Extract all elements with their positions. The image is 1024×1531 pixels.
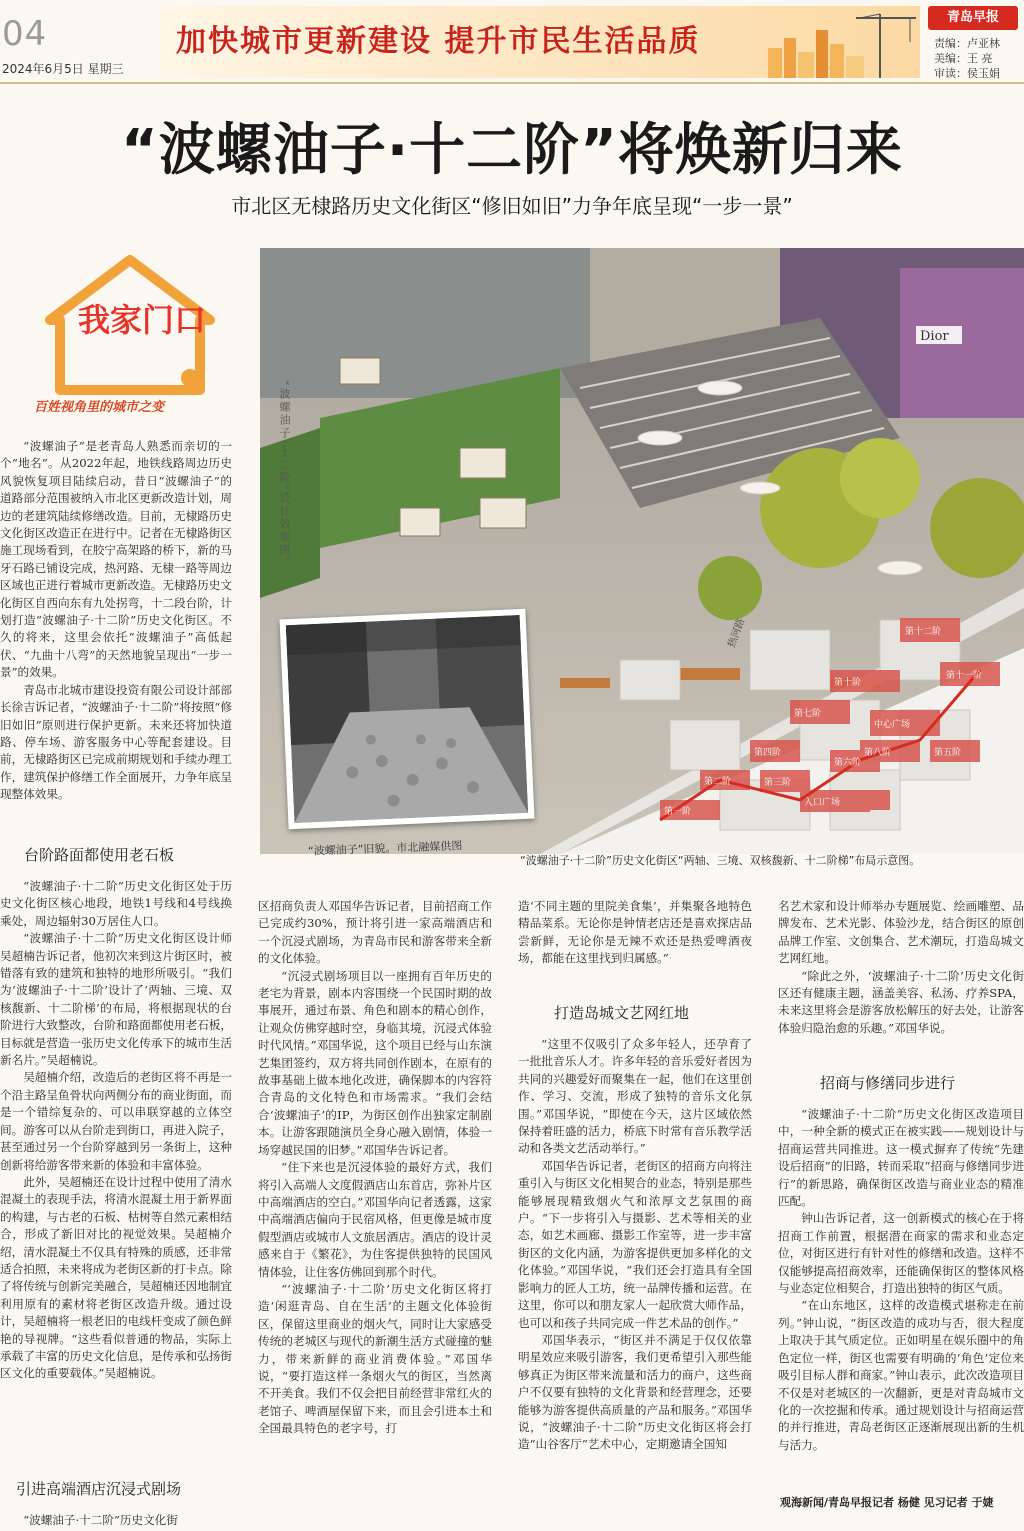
subheading-investment: 招商与修缮同步进行 bbox=[820, 1074, 956, 1092]
old-photo-illustration bbox=[286, 615, 528, 823]
map-street-rehe: 热河路 bbox=[726, 617, 748, 650]
paragraph: 区招商负责人邓国华告诉记者，目前招商工作已完成约30%，预计将引进一家高端酒店和一个沉浸式剧场，为青岛市民和游客带来全新的文化体验。 bbox=[258, 899, 492, 966]
article-headline: “波螺油子·十二阶”将焕新归来 bbox=[121, 118, 903, 183]
map-label-4: 第四阶 bbox=[754, 748, 782, 758]
paragraph: “住下来也是沉浸体验的最好方式，我们将引入高端人文度假酒店山东首店，弥补片区中高端酒店的空白。”邓国华向记者透露，这家中高端酒店偏向于民宿风格，但更像是城市度假型酒店或城市人文旅居酒店。酒店的设计灵感来自于《繁花》，为住客提供独特的民国风情体验，让住客仿佛回到那个时代。 bbox=[258, 1160, 492, 1279]
editor: 责编：卢亚林 bbox=[934, 37, 1000, 50]
byline: 观海新闻/青岛早报记者 杨健 见习记者 于婕 bbox=[780, 1496, 994, 1509]
map-label-2: 第二阶 bbox=[704, 777, 732, 787]
map-label-6: 第六阶 bbox=[834, 758, 862, 768]
art-editor: 美编：王 亮 bbox=[934, 52, 993, 65]
paragraph: “沉浸式剧场项目以一座拥有百年历史的老宅为背景，剧本内容围绕一个民国时期的故事展开，通过布景、角色和剧本的精心创作，让观众仿佛穿越时空，身临其境，沉浸式体验时代风情。”邓国华说，这个项目已经与山东演艺集团签约，双方将共同创作剧本，在原有的故事基础上做本地化改进，确保脚本的内容符合青岛的文化特色和市场需求。“我们会结合‘波螺油子’的IP，为街区创作出独家定制剧本。让游客跟随演员全身心融入剧情，体验一场穿越民国的旧梦。”邓国华告诉记者。 bbox=[258, 968, 492, 1157]
issue-date: 2024年6月5日 星期三 bbox=[2, 62, 124, 76]
paragraph: “波螺油子·十二阶”历史文化街区设计师吴超楠告诉记者，他初次来到这片街区时，被错落有致的建筑和独特的地形所吸引。“我们为‘波螺油子·十二阶’设计了‘两轴、三境、双核馥新、十二阶梯’的布局，将根据现状的台阶进行大致整改，台阶和路面都使用老石板，目标就是营造一张历史文化传承下的城市生活新名片。”吴超楠说。 bbox=[0, 931, 232, 1068]
proofreader: 审读：侯玉娟 bbox=[934, 67, 1000, 80]
layout-map bbox=[600, 600, 1024, 850]
subheading-art: 打造岛城文艺网红地 bbox=[554, 1004, 690, 1022]
old-street-photo bbox=[280, 609, 535, 830]
map-label-10: 第十阶 bbox=[834, 678, 862, 688]
map-label-7: 第七阶 bbox=[794, 709, 822, 719]
header-divider bbox=[0, 82, 1024, 84]
paragraph: “‘波螺油子·十二阶’历史文化街区将打造‘闲逛青岛、自在生活’的主题文化体验街区，保留这里商业的烟火气，同时让大家感受传统的老城区与现代的新潮生活方式碰撞的魅力，带来新鲜的商业消费体验。”邓国华说，“要打造这样一条烟火气的街区，当然离不开美食。我们不仅会把目前经营非常红火的老馆子、啤酒屋保留下来，而且会引进本土和全国最具特色的老字号，打 bbox=[258, 1281, 492, 1436]
paragraph: “除此之外，‘波螺油子·十二阶’历史文化街区还有健康主题，涵盖美容、私汤、疗养SPA，未来这里将会是游客放松解压的好去处，让游客体验归隐治愈的乐趣。”邓国华说。 bbox=[778, 968, 1024, 1035]
map-label-center: 中心广场 bbox=[874, 720, 911, 730]
render-sign-dior: Dior bbox=[920, 329, 949, 344]
paragraph: “波螺油子·十二阶”历史文化街 bbox=[23, 1513, 178, 1527]
page-number: 04 bbox=[2, 14, 48, 54]
section-slogan: 加快城市更新建设 提升市民生活品质 bbox=[176, 24, 701, 59]
paragraph: “波螺油子·十二阶”历史文化街区处于历史文化街区核心地段，地铁1号线和4号线换乘处，周边辐射30万居住人口。 bbox=[0, 879, 232, 928]
paragraph: 邓国华告诉记者，老街区的招商方向将注重引入与街区文化相契合的业态，特别是那些能够展现精致烟火气和浓厚文艺氛围的商户。“下一步将引入与摄影、艺术等相关的业态，如艺术画廊、摄影工作室等，进一步丰富街区的文化内涵，为游客提供更加多样化的文化体验。”邓国华说，“我们还会打造具有全国影响力的匠人工坊，统一品牌传播和运营。在这里，你可以和朋友家人一起欣赏大师作品，也可以和孩子共同完成一件艺术品的创作。” bbox=[518, 1158, 752, 1330]
map-label-8: 第八阶 bbox=[864, 748, 892, 758]
paragraph: 名艺术家和设计师举办专题展览、绘画雕塑、品牌发布、艺术光影、体验沙龙，结合街区的原创品牌工作室、文创集合、艺术潮玩，打造岛城文艺网红地。 bbox=[778, 899, 1024, 966]
column-badge bbox=[30, 250, 230, 420]
badge-subtitle: 百姓视角里的城市之变 bbox=[34, 400, 165, 415]
map-label-entrance: 入口广场 bbox=[804, 798, 841, 808]
map-label-3: 第三阶 bbox=[764, 778, 792, 788]
column-4 bbox=[778, 1106, 1024, 1492]
map-label-11: 第十一阶 bbox=[946, 671, 983, 681]
editorial-staff bbox=[934, 36, 1000, 81]
column-2 bbox=[258, 898, 492, 1530]
paragraph: “这里不仅吸引了众多年轻人，还孕育了一批批音乐人才。许多年轻的音乐爱好者因为共同的兴趣爱好而聚集在一起，他们在这里创作、学习、交流，形成了独特的音乐文化氛围。”邓国华说，“即使在今天，这片区域依然保持着旺盛的活力，桥底下时常有音乐教学活动和各类文艺活动举行。” bbox=[518, 1037, 752, 1156]
render-caption: “波螺油子·十二阶”设计效果图。 bbox=[278, 380, 291, 570]
paragraph: “波螺油子”是老青岛人熟悉而亲切的一个“地名”。从2022年起，地铁线路周边历史风貌恢复项目陆续启动，昔日“波螺油子”的道路部分范围被纳入市北区更新改造计划，周边的老建筑陆续修缮改造。目前，无棣路历史文化街区改造正在进行中。记者在无棣路街区施工现场看到，在胶宁高架路的桥下，新的马牙石路已铺设完成，热河路、无棣一路等周边区域也正进行着城市更新改造。无棣路历史文化街区自西向东有九处拐弯，十二段台阶，计划打造“波螺油子·十二阶”历史文化街区。不久的将来，这里会依托“波螺油子”高低起伏、“九曲十八弯”的天然地貌呈现出“一步一景”的效果。 bbox=[0, 439, 232, 680]
photo-caption: “波螺油子”旧貌。市北融媒供图 bbox=[307, 839, 463, 858]
paragraph: 青岛市北城市建设投资有限公司设计部部长徐吉诉记者，“波螺油子·十二阶”将按照“修旧如旧”原则进行保护更新。未来还将加快道路、停车场、游客服务中心等配套建设。目前，无棣路街区已完成前期规划和手续办理工作，建筑保护修缮工作全面展开，力争年底呈现整体效果。 bbox=[0, 682, 232, 802]
paragraph: 此外，吴超楠还在设计过程中使用了清水混凝土的表现手法，将清水混凝土用于新界面的构建，与古老的石板、枯树等自然元素相结合，形成了新旧对比的视觉效果。吴超楠介绍，清水混凝土不仅具有特殊的质感，还非常适合拍照，未来将成为老街区新的打卡点。除了将传统与创新完美融合，吴超楠还因地制宜利用原有的素材将老街区改造升级。通过设计，吴超楠将一根老旧的电线杆变成了颜色鲜艳的导视牌。“这些看似普通的物品，实际上承载了丰富的历史文化信息，是传承和弘扬街区文化的重要载体。”吴超楠说。 bbox=[0, 1174, 232, 1381]
article-subhead: 市北区无棣路历史文化街区“修旧如旧”力争年底呈现“一步一景” bbox=[231, 194, 793, 218]
paragraph: “波螺油子·十二阶”历史文化街区改造项目中，一种全新的模式正在被实践——规划设计与招商运营共同推进。这一模式摒弃了传统“先建设后招商”的旧路，转而采取“招商与修缮同步进行”的新思路，确保街区改造与商业业态的精准匹配。 bbox=[778, 1107, 1024, 1209]
paragraph: “在山东地区，这样的改造模式堪称走在前列。”钟山说，“街区改造的成功与否，很大程度上取决于其气质定位。正如明星在娱乐圈中的角色定位一样，街区也需要有明确的‘角色’定位来吸引目标人群和商家。”钟山表示，此次改造项目不仅是对老城区的一次翻新，更是对青岛城市文化的一次挖掘和传承。通过规划设计与招商运营的并行推进，青岛老街区正逐渐展现出新的生机与活力。 bbox=[778, 1298, 1024, 1452]
column-4-top bbox=[778, 898, 1024, 1058]
map-label-5: 第五阶 bbox=[934, 748, 962, 758]
map-label-1: 第一阶 bbox=[664, 807, 692, 817]
column-1-tail bbox=[0, 1512, 232, 1530]
paragraph: 邓国华表示，“街区并不满足于仅仅依靠明星效应来吸引游客，我们更希望引入那些能够真正为街区带来流量和活力的商户，这些商户不仅要有独特的文化背景和经营理念，还要能够为游客提供高质量的产品和服务。”邓国华说，“波螺油子·十二阶”历史文化街区将会打造“山谷客厅”艺术中心，定期邀请全国知 bbox=[518, 1332, 752, 1452]
newspaper-logo[interactable]: 青岛早报 bbox=[928, 6, 1018, 30]
paragraph: 吴超楠介绍，改造后的老街区将不再是一个沿主路呈鱼骨状向两侧分布的商业街面，而是一个错综复杂的、可以串联穿越的立体空间。游客可以从台阶走到街口，再进入院子，甚至通过另一个台阶穿越到另一条街上，这种创新将给游客带来新的体验和丰富体验。 bbox=[0, 1070, 232, 1172]
map-label-12: 第十二阶 bbox=[905, 627, 942, 637]
page-header bbox=[0, 0, 1024, 84]
column-intro bbox=[0, 438, 232, 830]
subheading-hotel: 引进高端酒店沉浸式剧场 bbox=[16, 1480, 182, 1498]
map-caption: “波螺油子·十二阶”历史文化街区“两轴、三境、双核馥新、十二阶梯”布局示意图。 bbox=[520, 854, 921, 867]
column-3-top bbox=[518, 898, 752, 986]
column-3 bbox=[518, 1036, 752, 1530]
skyline-crane-illustration bbox=[760, 8, 920, 78]
paragraph: 钟山告诉记者，这一创新模式的核心在于将招商工作前置，根据潜在商家的需求和业态定位，对街区进行有针对性的修缮和改造。这样不仅能够提高招商效率，还能确保街区的整体风格与业态定位相契合，打造出独特的街区气质。 bbox=[778, 1211, 1024, 1296]
paragraph: 造‘不同主题的里院美食集’，并集聚各地特色精品菜系。无论你是钟情老店还是喜欢探店品尝新鲜，无论你是无辣不欢还是热爱啤酒夜场，都能在这里找到归属感。” bbox=[518, 899, 752, 966]
badge-title: 我家门口 bbox=[78, 301, 207, 339]
subheading-stone: 台阶路面都使用老石板 bbox=[24, 846, 175, 864]
column-1 bbox=[0, 878, 232, 1470]
